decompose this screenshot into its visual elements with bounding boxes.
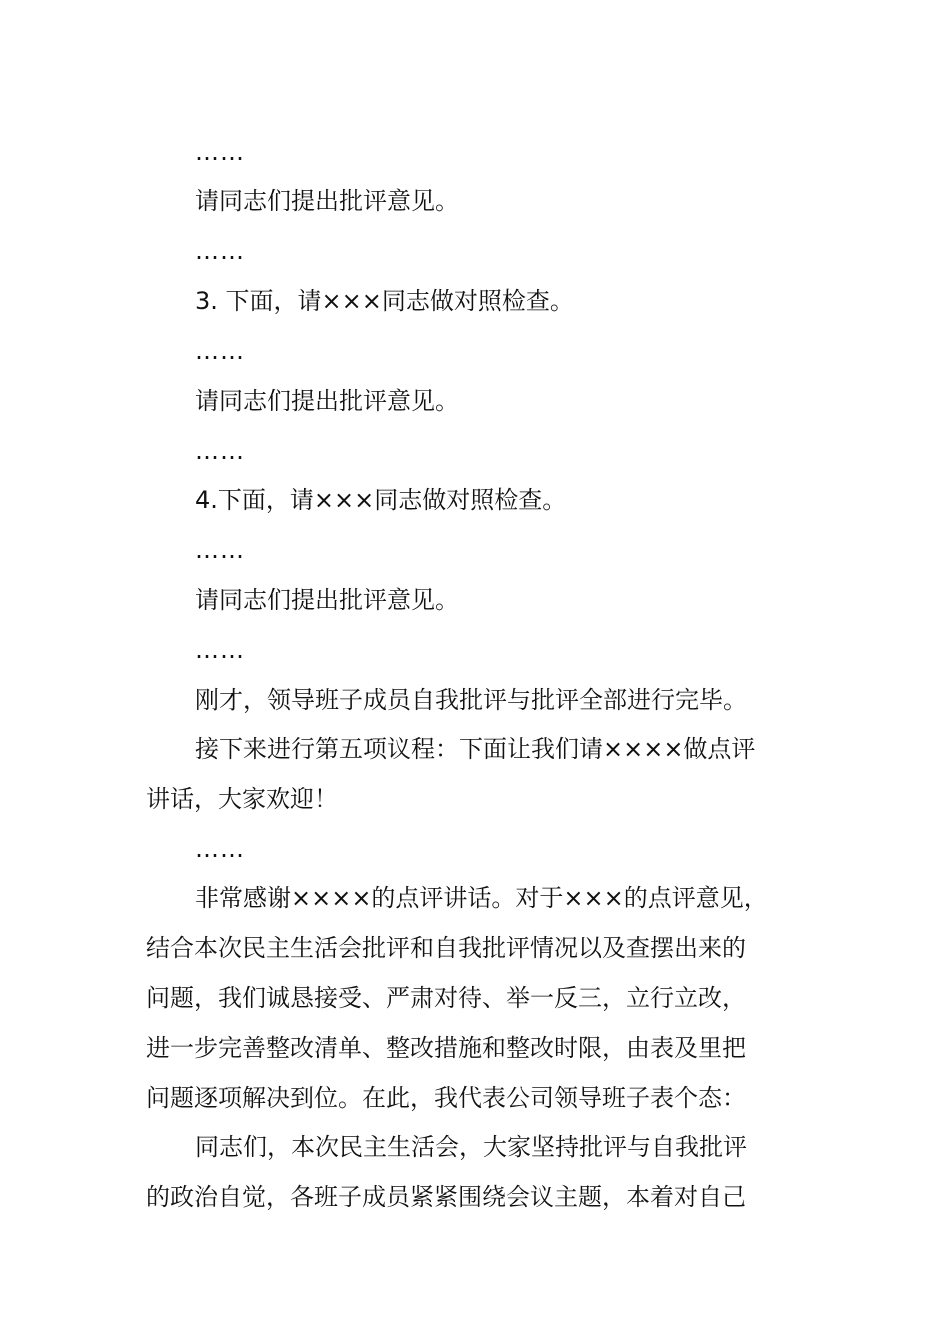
- paragraph-line: 问题逐项解决到位。在此，我代表公司领导班子表个态：: [146, 1084, 746, 1112]
- paragraph-line: 请同志们提出批评意见。: [195, 187, 459, 215]
- ellipsis-line: ……: [195, 835, 245, 863]
- paragraph-line: 同志们，本次民主生活会，大家坚持批评与自我批评: [195, 1133, 747, 1161]
- ellipsis-line: ……: [195, 337, 245, 365]
- paragraph-line: 刚才，领导班子成员自我批评与批评全部进行完毕。: [195, 686, 747, 714]
- paragraph-line: 结合本次民主生活会批评和自我批评情况以及查摆出来的: [146, 934, 746, 962]
- ellipsis-line: ……: [195, 636, 245, 664]
- ellipsis-line: ……: [195, 138, 245, 166]
- ellipsis-line: ……: [195, 536, 245, 564]
- paragraph-line: 4.下面，请×××同志做对照检查。: [195, 486, 567, 514]
- paragraph-line: 讲话，大家欢迎！: [146, 785, 338, 813]
- ellipsis-line: ……: [195, 237, 245, 265]
- paragraph-line: 进一步完善整改清单、整改措施和整改时限，由表及里把: [146, 1034, 746, 1062]
- paragraph-line: 问题，我们诚恳接受、严肃对待、举一反三，立行立改，: [146, 984, 746, 1012]
- paragraph-line: 请同志们提出批评意见。: [195, 387, 459, 415]
- paragraph-line: 的政治自觉，各班子成员紧紧围绕会议主题，本着对自己: [146, 1183, 746, 1211]
- paragraph-line: 请同志们提出批评意见。: [195, 586, 459, 614]
- ellipsis-line: ……: [195, 437, 245, 465]
- paragraph-line: 接下来进行第五项议程：下面让我们请××××做点评: [195, 735, 756, 763]
- paragraph-line: 非常感谢××××的点评讲话。对于×××的点评意见，: [195, 884, 768, 912]
- paragraph-line: 3. 下面，请×××同志做对照检查。: [195, 287, 574, 315]
